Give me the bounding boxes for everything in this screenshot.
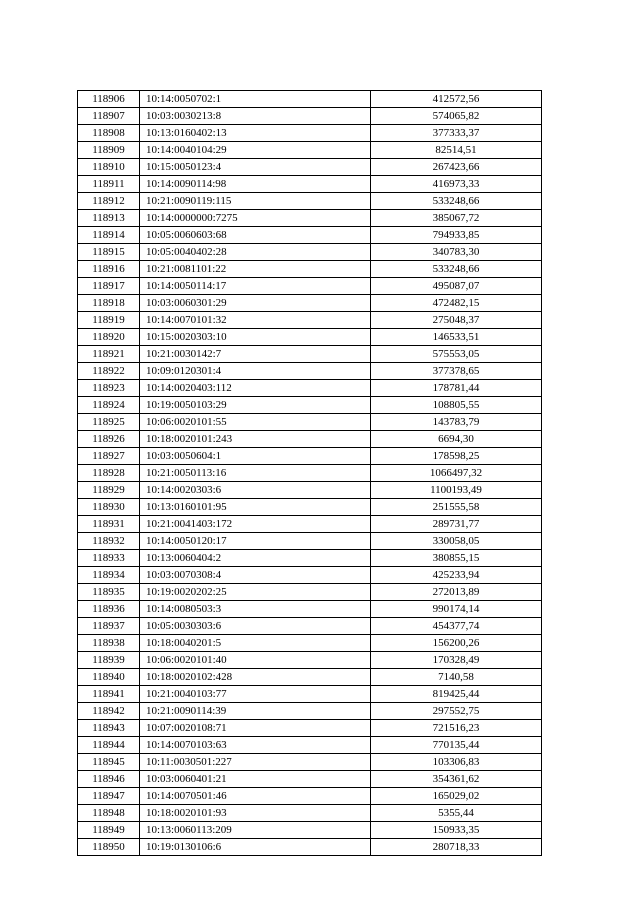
amount-cell: 385067,72 [371,210,542,227]
table-row [78,737,542,754]
cadastral-code-cell: 10:14:0050120:17 [140,533,371,550]
row-id-cell: 118921 [78,346,140,363]
table-row [78,567,542,584]
cadastral-code-cell: 10:03:0060401:21 [140,771,371,788]
row-id-cell: 118943 [78,720,140,737]
table-row [78,516,542,533]
table-row [78,431,542,448]
table-row [78,652,542,669]
cadastral-code-cell: 10:14:0040104:29 [140,142,371,159]
row-id-cell: 118926 [78,431,140,448]
row-id-cell: 118945 [78,754,140,771]
table-row [78,533,542,550]
row-id-cell: 118917 [78,278,140,295]
data-table [77,90,542,856]
cadastral-code-cell: 10:03:0060301:29 [140,295,371,312]
row-id-cell: 118928 [78,465,140,482]
table-row [78,159,542,176]
table-row [78,601,542,618]
cadastral-code-cell: 10:14:0090114:98 [140,176,371,193]
row-id-cell: 118946 [78,771,140,788]
table-row [78,329,542,346]
cadastral-code-cell: 10:18:0020102:428 [140,669,371,686]
amount-cell: 770135,44 [371,737,542,754]
amount-cell: 819425,44 [371,686,542,703]
table-row [78,397,542,414]
cadastral-code-cell: 10:14:0070501:46 [140,788,371,805]
row-id-cell: 118907 [78,108,140,125]
cadastral-code-cell: 10:14:0080503:3 [140,601,371,618]
table-row [78,499,542,516]
cadastral-code-cell: 10:13:0160101:95 [140,499,371,516]
amount-cell: 990174,14 [371,601,542,618]
amount-cell: 280718,33 [371,839,542,856]
table-row [78,108,542,125]
row-id-cell: 118934 [78,567,140,584]
row-id-cell: 118944 [78,737,140,754]
amount-cell: 6694,30 [371,431,542,448]
cadastral-code-cell: 10:06:0020101:55 [140,414,371,431]
cadastral-code-cell: 10:21:0050113:16 [140,465,371,482]
cadastral-code-cell: 10:21:0040103:77 [140,686,371,703]
amount-cell: 454377,74 [371,618,542,635]
cadastral-code-cell: 10:05:0040402:28 [140,244,371,261]
table-row [78,142,542,159]
cadastral-code-cell: 10:14:0020303:6 [140,482,371,499]
row-id-cell: 118911 [78,176,140,193]
amount-cell: 267423,66 [371,159,542,176]
table-row [78,227,542,244]
amount-cell: 82514,51 [371,142,542,159]
amount-cell: 412572,56 [371,91,542,108]
amount-cell: 354361,62 [371,771,542,788]
table-row [78,176,542,193]
row-id-cell: 118922 [78,363,140,380]
row-id-cell: 118925 [78,414,140,431]
cadastral-code-cell: 10:18:0020101:243 [140,431,371,448]
amount-cell: 533248,66 [371,193,542,210]
cadastral-code-cell: 10:14:0070103:63 [140,737,371,754]
row-id-cell: 118916 [78,261,140,278]
row-id-cell: 118933 [78,550,140,567]
table-row [78,125,542,142]
row-id-cell: 118938 [78,635,140,652]
row-id-cell: 118949 [78,822,140,839]
cadastral-code-cell: 10:18:0020101:93 [140,805,371,822]
table-row [78,482,542,499]
cadastral-code-cell: 10:15:0020303:10 [140,329,371,346]
amount-cell: 108805,55 [371,397,542,414]
table-row [78,805,542,822]
table-body [78,91,542,856]
cadastral-code-cell: 10:19:0050103:29 [140,397,371,414]
cadastral-code-cell: 10:03:0030213:8 [140,108,371,125]
amount-cell: 146533,51 [371,329,542,346]
cadastral-code-cell: 10:13:0060404:2 [140,550,371,567]
cadastral-code-cell: 10:14:0050702:1 [140,91,371,108]
table-row [78,635,542,652]
row-id-cell: 118931 [78,516,140,533]
row-id-cell: 118948 [78,805,140,822]
row-id-cell: 118929 [78,482,140,499]
table-row [78,448,542,465]
cadastral-code-cell: 10:14:0000000:7275 [140,210,371,227]
cadastral-code-cell: 10:21:0041403:172 [140,516,371,533]
row-id-cell: 118930 [78,499,140,516]
cadastral-code-cell: 10:06:0020101:40 [140,652,371,669]
amount-cell: 472482,15 [371,295,542,312]
table-row [78,244,542,261]
amount-cell: 170328,49 [371,652,542,669]
amount-cell: 380855,15 [371,550,542,567]
row-id-cell: 118909 [78,142,140,159]
row-id-cell: 118924 [78,397,140,414]
table-row [78,686,542,703]
amount-cell: 416973,33 [371,176,542,193]
cadastral-code-cell: 10:19:0130106:6 [140,839,371,856]
table-row [78,839,542,856]
table-row [78,618,542,635]
row-id-cell: 118906 [78,91,140,108]
row-id-cell: 118923 [78,380,140,397]
row-id-cell: 118910 [78,159,140,176]
row-id-cell: 118918 [78,295,140,312]
amount-cell: 251555,58 [371,499,542,516]
cadastral-code-cell: 10:21:0090114:39 [140,703,371,720]
row-id-cell: 118927 [78,448,140,465]
amount-cell: 1100193,49 [371,482,542,499]
cadastral-code-cell: 10:14:0020403:112 [140,380,371,397]
row-id-cell: 118920 [78,329,140,346]
row-id-cell: 118908 [78,125,140,142]
amount-cell: 377333,37 [371,125,542,142]
row-id-cell: 118915 [78,244,140,261]
cadastral-code-cell: 10:18:0040201:5 [140,635,371,652]
cadastral-code-cell: 10:15:0050123:4 [140,159,371,176]
amount-cell: 7140,58 [371,669,542,686]
row-id-cell: 118942 [78,703,140,720]
amount-cell: 330058,05 [371,533,542,550]
row-id-cell: 118939 [78,652,140,669]
amount-cell: 1066497,32 [371,465,542,482]
amount-cell: 533248,66 [371,261,542,278]
cadastral-code-cell: 10:13:0060113:209 [140,822,371,839]
table-row [78,465,542,482]
cadastral-code-cell: 10:14:0050114:17 [140,278,371,295]
amount-cell: 150933,35 [371,822,542,839]
table-row [78,210,542,227]
amount-cell: 275048,37 [371,312,542,329]
amount-cell: 178598,25 [371,448,542,465]
table-row [78,584,542,601]
amount-cell: 103306,83 [371,754,542,771]
amount-cell: 165029,02 [371,788,542,805]
table-row [78,703,542,720]
cadastral-code-cell: 10:07:0020108:71 [140,720,371,737]
cadastral-code-cell: 10:09:0120301:4 [140,363,371,380]
amount-cell: 272013,89 [371,584,542,601]
amount-cell: 575553,05 [371,346,542,363]
row-id-cell: 118914 [78,227,140,244]
table-row [78,295,542,312]
cadastral-code-cell: 10:03:0050604:1 [140,448,371,465]
amount-cell: 143783,79 [371,414,542,431]
cadastral-code-cell: 10:21:0090119:115 [140,193,371,210]
row-id-cell: 118947 [78,788,140,805]
cadastral-code-cell: 10:21:0081101:22 [140,261,371,278]
amount-cell: 340783,30 [371,244,542,261]
row-id-cell: 118937 [78,618,140,635]
row-id-cell: 118950 [78,839,140,856]
cadastral-code-cell: 10:21:0030142:7 [140,346,371,363]
amount-cell: 5355,44 [371,805,542,822]
table-row [78,363,542,380]
amount-cell: 495087,07 [371,278,542,295]
row-id-cell: 118912 [78,193,140,210]
row-id-cell: 118941 [78,686,140,703]
row-id-cell: 118932 [78,533,140,550]
row-id-cell: 118913 [78,210,140,227]
table-row [78,380,542,397]
amount-cell: 156200,26 [371,635,542,652]
table-row [78,346,542,363]
amount-cell: 289731,77 [371,516,542,533]
amount-cell: 178781,44 [371,380,542,397]
amount-cell: 377378,65 [371,363,542,380]
table-row [78,669,542,686]
amount-cell: 297552,75 [371,703,542,720]
table-row [78,754,542,771]
table-row [78,261,542,278]
table-row [78,822,542,839]
table-row [78,550,542,567]
cadastral-code-cell: 10:11:0030501:227 [140,754,371,771]
cadastral-code-cell: 10:14:0070101:32 [140,312,371,329]
table-row [78,720,542,737]
row-id-cell: 118919 [78,312,140,329]
table-row [78,312,542,329]
row-id-cell: 118936 [78,601,140,618]
table-row [78,91,542,108]
table-row [78,414,542,431]
table-row [78,193,542,210]
table-row [78,278,542,295]
cadastral-code-cell: 10:03:0070308:4 [140,567,371,584]
amount-cell: 794933,85 [371,227,542,244]
cadastral-code-cell: 10:13:0160402:13 [140,125,371,142]
amount-cell: 721516,23 [371,720,542,737]
row-id-cell: 118935 [78,584,140,601]
amount-cell: 574065,82 [371,108,542,125]
cadastral-code-cell: 10:05:0060603:68 [140,227,371,244]
amount-cell: 425233,94 [371,567,542,584]
table-row [78,788,542,805]
cadastral-code-cell: 10:05:0030303:6 [140,618,371,635]
cadastral-code-cell: 10:19:0020202:25 [140,584,371,601]
row-id-cell: 118940 [78,669,140,686]
table-row [78,771,542,788]
